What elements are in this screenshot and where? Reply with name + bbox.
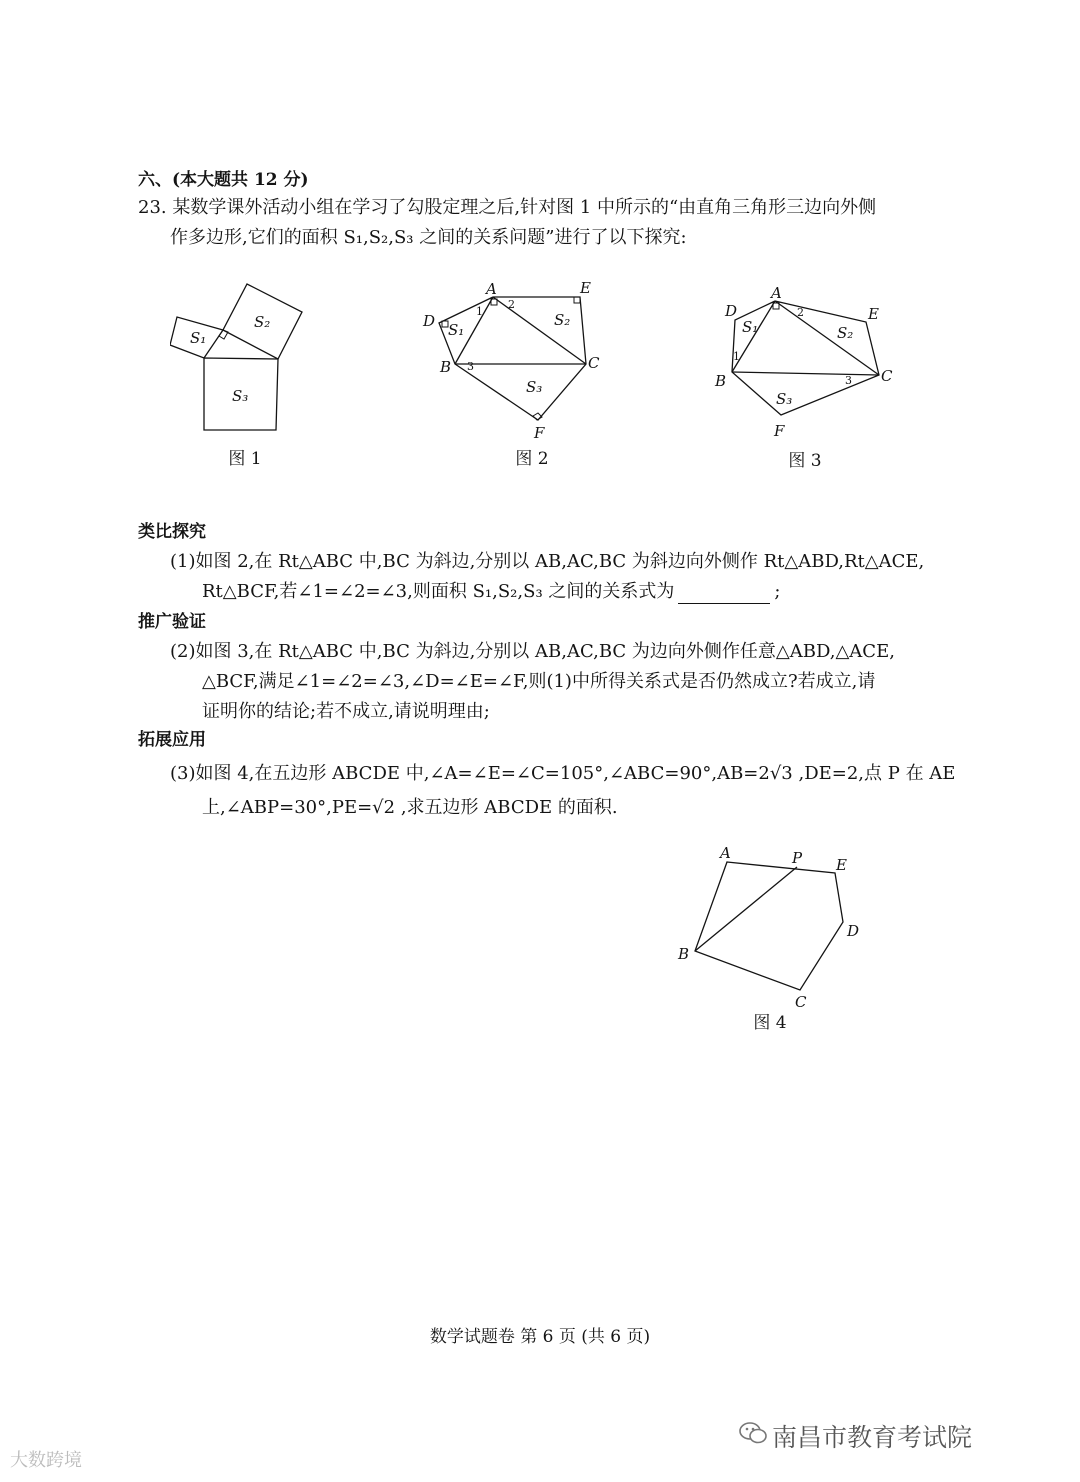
part3-line-1: (3)如图 4,在五边形 ABCDE 中,∠A=∠E=∠C=105°,∠ABC=90°,AB=2√3 ,DE=2,点 P 在 AE [170,763,956,784]
fig3-label-s2: S₂ [837,324,854,342]
fig3-label-a: A [771,284,782,302]
part1-line-1: (1)如图 2,在 Rt△ABC 中,BC 为斜边,分别以 AB,AC,BC 为斜边向外侧作 Rt△ABD,Rt△ACE, [170,551,925,572]
stem-line-1: 23. 某数学课外活动小组在学习了勾股定理之后,针对图 1 中所示的“由直角三角形三边向外侧 [138,197,877,218]
fig4-label-a: A [720,844,731,862]
figure-1 [170,275,320,440]
fig4-label-d: D [847,922,860,940]
answer-blank[interactable] [678,585,770,604]
fig2-side-ac [493,297,586,364]
fig1-right-angle [219,330,228,339]
part2-line-1: (2)如图 3,在 Rt△ABC 中,BC 为斜边,分别以 AB,AC,BC 为边向外侧作任意△ABD,△ACE, [170,641,895,662]
question-parts [138,520,968,820]
fig3-angle-2: 2 [797,306,804,319]
fig2-label-f: F [534,424,545,442]
part3-line-2: 上,∠ABP=30°,PE=√2 ,求五边形 ABCDE 的面积. [202,797,618,818]
fig2-angle-2: 2 [508,298,515,311]
fig1-label-s2: S₂ [254,313,271,331]
fig2-label-d: D [423,312,436,330]
fig2-label-s1: S₁ [448,321,465,339]
figure-2-caption: 图 2 [515,449,549,469]
fig2-angle-1: 1 [476,305,483,318]
figure-3-caption: 图 3 [788,451,822,471]
fig3-label-f: F [774,422,785,440]
figure-1-caption: 图 1 [228,449,262,469]
fig1-label-s1: S₁ [190,329,207,347]
figure-4-caption: 图 4 [753,1013,787,1033]
fig3-label-s3: S₃ [776,390,793,408]
part1-heading: 类比探究 [138,522,206,542]
section-title: 六、(本大题共 12 分) [138,170,309,190]
part2-line-2: △BCF,满足∠1=∠2=∠3,∠D=∠E=∠F,则(1)中所得关系式是否仍然成立?若成立,请 [202,671,876,692]
page-footer: 数学试题卷 第 6 页 (共 6 页) [429,1327,651,1347]
fig2-label-b: B [440,358,452,376]
watermark-left: 大数跨境 [10,1450,82,1471]
fig3-side-ac [775,301,879,375]
fig4-pentagon [695,862,843,990]
part3-heading: 拓展应用 [138,730,206,750]
fig2-label-e: E [580,280,591,297]
fig2-label-s2: S₂ [554,311,571,329]
fig1-label-s3: S₃ [232,387,249,405]
fig4-label-b: B [678,945,690,963]
fig4-label-e: E [836,856,847,874]
stem-line-2: 作多边形,它们的面积 S₁,S₂,S₃ 之间的关系问题”进行了以下探究: [170,227,687,248]
fig2-angle-3: 3 [467,360,474,373]
figure-2 [418,280,603,445]
part2-line-3: 证明你的结论;若不成立,请说明理由; [202,701,490,722]
fig2-label-c: C [588,354,600,372]
part1-line-2 [202,580,780,604]
fig3-angle-3: 3 [845,374,852,387]
figure-3 [713,280,898,445]
fig4-label-p: P [792,849,803,867]
figure-4 [670,840,870,1015]
fig2-label-s3: S₃ [526,378,543,396]
fig2-label-a: A [486,280,497,298]
fig3-label-b: B [715,372,727,390]
fig3-label-d: D [725,302,738,320]
watermark-right: 南昌市教育考试院 [772,1423,973,1452]
fig4-label-c: C [795,993,807,1011]
fig3-angle-1: 1 [733,350,740,363]
part1-line-2-text: Rt△BCF,若∠1=∠2=∠3,则面积 S₁,S₂,S₃ 之间的关系式为 [202,581,675,602]
fig2-right-angle-e [574,297,580,303]
part1-line-2-end: ; [774,581,781,602]
part2-heading: 推广验证 [138,612,206,632]
question-stem [138,196,958,256]
fig3-label-c: C [881,367,893,385]
wechat-icon [738,1420,768,1446]
fig3-side-bc [732,372,879,375]
fig3-label-s1: S₁ [742,318,759,336]
fig3-label-e: E [868,305,879,323]
